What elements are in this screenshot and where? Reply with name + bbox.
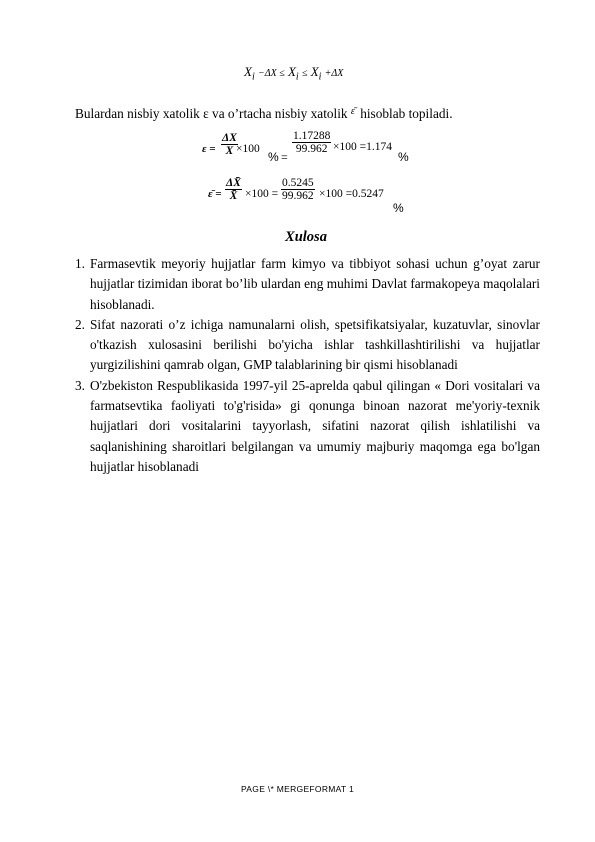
formula-x1: X bbox=[244, 64, 252, 79]
eq2-mid: ×100 = bbox=[245, 188, 279, 200]
intro-tail: hisoblab topiladi. bbox=[360, 106, 453, 121]
formula-x3: X bbox=[310, 64, 319, 79]
eq1-frac2 bbox=[292, 130, 331, 155]
eq2-lhs: ε̄ = bbox=[208, 188, 222, 200]
formula-interval bbox=[244, 64, 343, 83]
eq1-pct2: % bbox=[398, 150, 409, 164]
eq1-frac1-den: X bbox=[225, 145, 234, 157]
list-item-text: Farmasevtik meyoriy hujjatlar farm kimyo va tibbiyot sohasi uchun g’oyat zarur hujjatlar tizimidan iborat bo’lib ulardan eng muhimi Davlat farmakopeya maqolalari hisoblanadi. bbox=[90, 256, 540, 312]
eq2-result: ×100 =0.5247 bbox=[319, 188, 384, 200]
eq1-pct1: % bbox=[268, 150, 279, 164]
formula-sub2: i bbox=[295, 71, 299, 83]
eq2-frac2 bbox=[281, 177, 315, 202]
list-item-number: 1. bbox=[75, 256, 85, 271]
list-item-text: Sifat nazorati o’z ichiga namunalarni olish, spetsifikatsiyalar, kuzatuvlar, sinovlar o'tkazish xulosasini berilishi bo'yicha ishlar tashkillashtirilishi va hujjatlar yurgizilishini qamrab olgan, GMP talablarining bir qismi hisoblanadi bbox=[90, 316, 540, 373]
eq1-times100: ×100 bbox=[236, 143, 260, 155]
eq2-frac2-num: 0.5245 bbox=[282, 177, 314, 189]
list-item-number: 3. bbox=[75, 377, 85, 393]
list-item bbox=[75, 254, 540, 315]
formula-sub1: i bbox=[251, 71, 255, 83]
eq2-pct: % bbox=[393, 201, 404, 215]
list-item-text: O'zbekiston Respublikasida 1997-yil 25-aprelda qabul qilingan « Dori vositalari va farmatsevtika faoliyati to'g'risida» gi qonunga binoan nazorat me'yoriy-texnik hujjatlari dori vositalarini tayyorlash, sifatini nazorat qilish ishlatilishi va saqlanishining sharoitlari belgilangan va umumiy majburiy maqomga ega bo'lgan hujjatlar hisoblanadi bbox=[90, 377, 540, 474]
section-title: Xulosa bbox=[285, 229, 327, 245]
intro-text: Bulardan nisbiy xatolik ε va o’rtacha nisbiy xatolik bbox=[75, 106, 348, 121]
eq1-frac2-den: 99.962 bbox=[295, 143, 328, 155]
list-item-number: 2. bbox=[75, 316, 85, 332]
eq2-frac2-den: 99.962 bbox=[282, 190, 314, 202]
eq2-frac1-den: X̄ bbox=[229, 190, 238, 202]
eq2-frac1-num: ΔX̄ bbox=[226, 177, 241, 189]
formula-sub3: i bbox=[318, 71, 322, 83]
conclusion-list bbox=[75, 254, 540, 477]
eq1-lhs: ε = bbox=[202, 143, 216, 155]
list-item bbox=[75, 376, 540, 477]
formula-op2: ≤ bbox=[301, 68, 308, 79]
intro-line bbox=[75, 106, 453, 122]
eq1-result: ×100 =1.174 bbox=[333, 141, 392, 153]
eq2-frac1 bbox=[225, 177, 242, 202]
intro-symbol: ε̄ bbox=[350, 106, 355, 117]
formula-op3: +ΔX bbox=[324, 68, 344, 79]
list-item bbox=[75, 315, 540, 376]
formula-x2: X bbox=[287, 64, 296, 79]
eq1-equals: = bbox=[281, 150, 288, 164]
page-footer: PAGE \* MERGEFORMAT 1 bbox=[240, 784, 355, 794]
formula-op1: −ΔX ≤ bbox=[257, 68, 285, 79]
eq1-frac2-num: 1.17288 bbox=[293, 130, 331, 142]
eq1-frac1-num: ΔX bbox=[222, 132, 237, 144]
